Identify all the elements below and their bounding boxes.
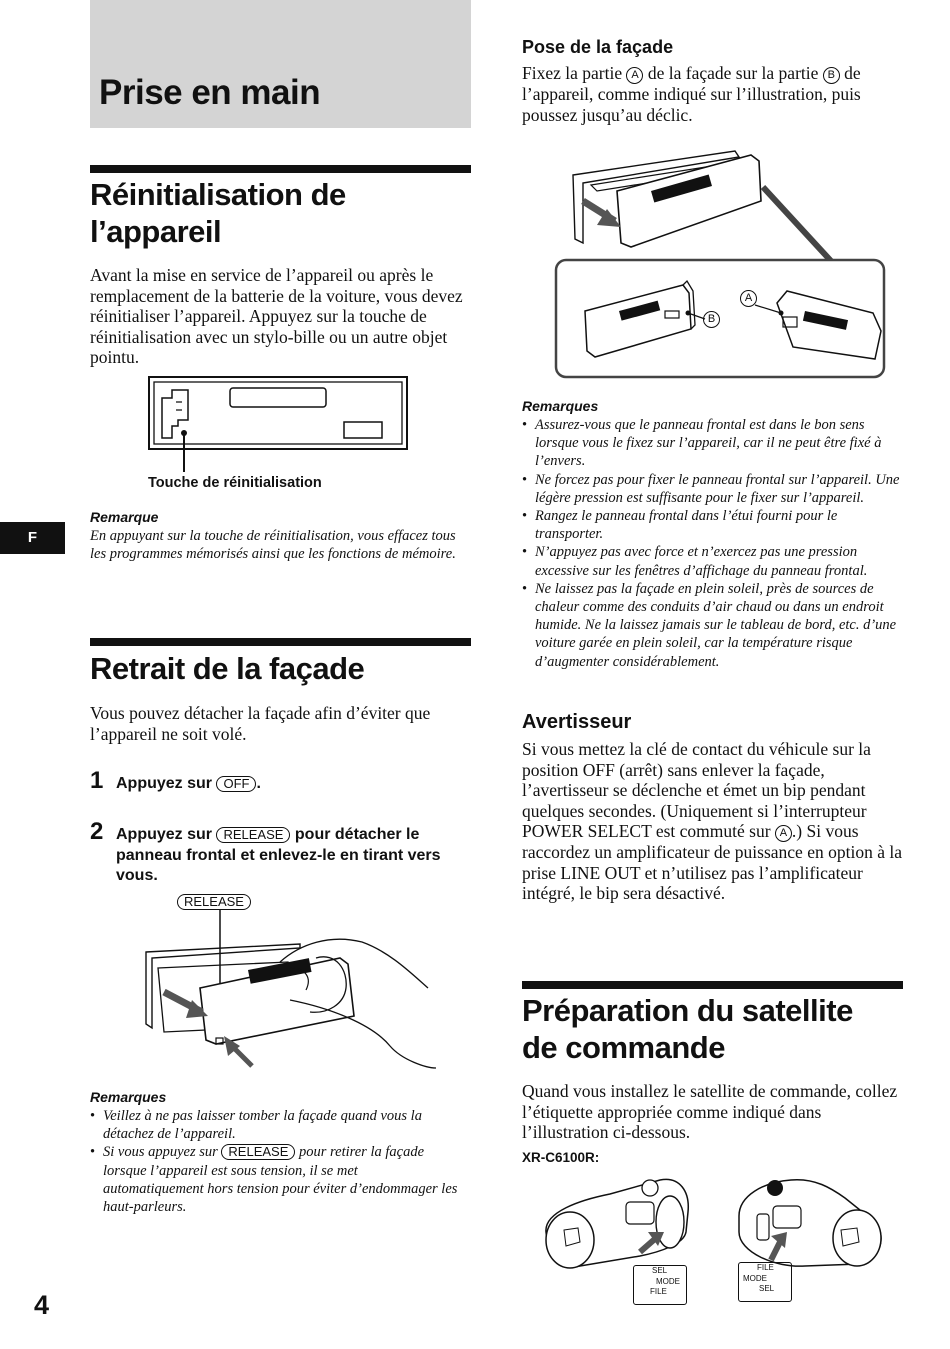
- step1-number: 1: [90, 767, 104, 794]
- reset-note: En appuyant sur la touche de réinitialisation, vous effacez tous les programmes mémorisés ainsi que les fonctions de mémoire.: [90, 528, 456, 563]
- reset-button-figure: [148, 376, 410, 476]
- section-rule-reset: [90, 165, 471, 173]
- attach-body-c: de l’appareil, comme indiqué sur l’illustration, puis poussez jusqu’au déclic.: [522, 63, 861, 125]
- satellite-left-illustration: [540, 1172, 700, 1272]
- attach-note-2: • Ne forcez pas pour fixer le panneau frontal sur l’appareil. Une légère pression est suffisante pour le fixer sur l’appareil.: [522, 471, 906, 507]
- attach-body: [522, 63, 902, 125]
- part-a-marker: A: [626, 67, 643, 84]
- step1-text: [116, 774, 261, 795]
- attach-note-5: • Ne laissez pas la façade en plein soleil, près de sources de chaleur comme des conduits d’air chaud ou dans un endroit humide. Ne la laissez jamais sur le tableau de bord, etc. d’une voiture garée en plein soleil, car la température risque d’augmenter considérablement.: [522, 580, 906, 671]
- attach-illustration: [555, 145, 887, 379]
- section-rule-satellite: [522, 981, 903, 989]
- reset-heading-line2: l’appareil: [90, 214, 222, 249]
- removal-notes: [90, 1107, 462, 1216]
- reset-figure-label: Touche de réinitialisation: [148, 475, 322, 491]
- language-tab-label: F: [27, 529, 38, 546]
- removal-note-2b: pour retirer la façade lorsque l’appareil est sous tension, il se met automatiquement hors tension pour éviter d’endommager les haut-parleurs.: [103, 1144, 458, 1216]
- step1-label: Appuyez sur: [116, 775, 213, 792]
- step2-number: 2: [90, 818, 104, 845]
- attach-notes-head: Remarques: [522, 398, 599, 414]
- reset-body: Avant la mise en service de l’appareil ou après le remplacement de la batterie de la voiture, vous devez réinitialiser l’appareil. Appuyez sur la touche de réinitialisation avec un stylo-bille ou un autre objet pointu.: [90, 265, 463, 367]
- label-left-line2: MODE: [656, 1276, 680, 1286]
- language-tab: [0, 522, 65, 554]
- step2-label-a: Appuyez sur: [116, 826, 213, 843]
- removal-note-2: [90, 1143, 462, 1216]
- attach-body-b: de la façade sur la partie: [647, 63, 819, 83]
- step1-end: .: [256, 775, 261, 792]
- satellite-body: Quand vous installez le satellite de commande, collez l’étiquette appropriée comme indiqué dans l’illustration ci-dessous.: [522, 1081, 898, 1142]
- label-right-line3: SEL: [759, 1284, 775, 1293]
- figure-marker-a-wrap: [740, 289, 757, 307]
- label-right-line1: FILE: [757, 1263, 774, 1272]
- satellite-label-right: [738, 1262, 792, 1302]
- removal-note-2a: Si vous appuyez sur: [103, 1144, 218, 1161]
- figure-marker-a: A: [740, 290, 757, 307]
- satellite-model: XR-C6100R:: [522, 1150, 600, 1165]
- satellite-label-left: [633, 1265, 687, 1305]
- release-key: RELEASE: [216, 827, 290, 843]
- alarm-heading: Avertisseur: [522, 711, 632, 733]
- page-number: 4: [34, 1290, 50, 1320]
- attach-note-4: • N’appuyez pas avec force et n’exercez pas une pression excessive sur les fenêtres d’affichage du panneau frontal.: [522, 543, 906, 579]
- satellite-heading-line1: Préparation du satellite: [522, 993, 853, 1028]
- alarm-body-a: Si vous mettez la clé de contact du véhicule sur la position OFF (arrêt) sans enlever la façade, l’avertisseur se déclenche et émet un bip pendant quelques secondes. (Uniquement si l’interrupteur POWER SELECT est commuté sur: [522, 739, 871, 841]
- attach-note-3: • Rangez le panneau frontal dans l’étui fourni pour le transporter.: [522, 507, 906, 543]
- off-key: OFF: [216, 776, 256, 792]
- page-title: Prise en main: [99, 73, 321, 112]
- figure-marker-b: B: [703, 311, 720, 328]
- label-left-line3: FILE: [650, 1287, 667, 1296]
- figure-marker-b-wrap: [703, 310, 720, 328]
- reset-heading: [90, 176, 346, 250]
- step2-text: [116, 825, 472, 887]
- alarm-body-b: .) Si vous raccordez un amplificateur de puissance en option à la prise LINE OUT et n’utilisez pas l’amplificateur intégré, le bip sera désactivé.: [522, 821, 902, 903]
- attach-notes: [522, 416, 906, 671]
- satellite-heading: [522, 992, 853, 1066]
- attach-body-a: Fixez la partie: [522, 63, 623, 83]
- removal-note-1: • Veillez à ne pas laisser tomber la façade quand vous la détachez de l’appareil.: [90, 1107, 462, 1143]
- satellite-heading-line2: de commande: [522, 1030, 725, 1065]
- alarm-marker-a: A: [775, 825, 792, 842]
- label-left-line1: SEL: [652, 1266, 668, 1275]
- reset-note-head: Remarque: [90, 509, 159, 525]
- attach-note-1: • Assurez-vous que le panneau frontal est dans le bon sens lorsque vous le fixez sur l’appareil, car il ne peut être fixé à l’envers.: [522, 416, 906, 471]
- reset-heading-line1: Réinitialisation de: [90, 177, 346, 212]
- removal-heading: Retrait de la façade: [90, 651, 365, 686]
- section-rule-removal: [90, 638, 471, 646]
- removal-notes-head: Remarques: [90, 1089, 167, 1105]
- removal-body: Vous pouvez détacher la façade afin d’éviter que l’appareil ne soit volé.: [90, 703, 431, 744]
- alarm-body: [522, 739, 904, 904]
- label-right-line2: MODE: [743, 1273, 767, 1283]
- satellite-right-illustration: [735, 1176, 887, 1272]
- removal-illustration: [140, 908, 440, 1080]
- release-key-figure: RELEASE: [177, 894, 251, 910]
- part-b-marker: B: [823, 67, 840, 84]
- step2-label-b: pour détacher le panneau frontal et enlevez-le en tirant vers vous.: [116, 826, 441, 884]
- release-key-note: RELEASE: [221, 1144, 295, 1160]
- attach-heading: Pose de la façade: [522, 37, 674, 57]
